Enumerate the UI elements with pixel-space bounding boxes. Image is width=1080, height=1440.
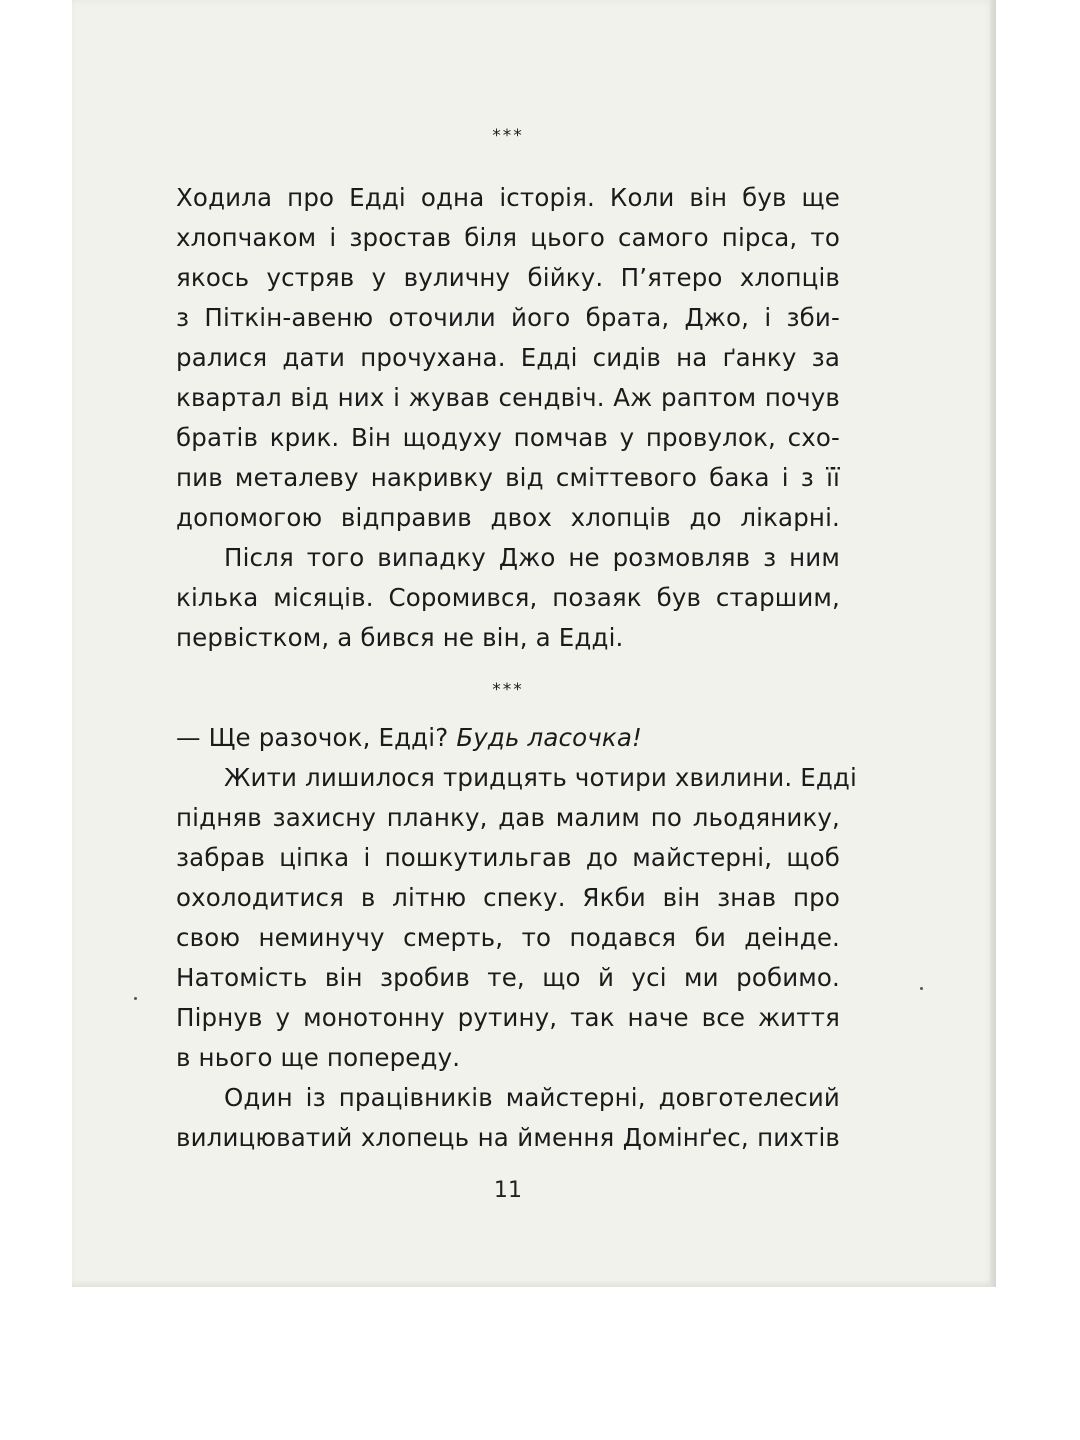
text-line: ралися дати прочухана. Едді сидів на ґанку за [176, 343, 840, 372]
text-line: з Піткін-авеню оточили його брата, Джо, і зби- [176, 303, 840, 332]
text-line: в нього ще попереду. [176, 1043, 461, 1072]
text-line: Натомість він зробив те, що й усі ми робимо. [176, 963, 840, 992]
text-line: квартал від них і жував сендвіч. Аж раптом почув [176, 383, 840, 412]
text-line: охолодитися в літню спеку. Якби він знав про [176, 883, 840, 912]
text-line: допомогою відправив двох хлопців до лікарні. [176, 503, 840, 532]
text-line: первістком, а бився не він, а Едді. [176, 623, 624, 652]
page-edge [990, 0, 996, 1287]
text-line: Після того випадку Джо не розмовляв з ним [224, 543, 840, 572]
text-line: братів крик. Він щодуху помчав у провулок, схо- [176, 423, 840, 452]
text-line: якось устряв у вуличну бійку. П’ятеро хлопців [176, 263, 840, 292]
book-page [72, 0, 996, 1287]
text-line: кілька місяців. Соромився, позаяк був старшим, [176, 583, 840, 612]
text-line: Пірнув у монотонну рутину, так наче все життя [176, 1003, 840, 1032]
text-line: підняв захисну планку, дав малим по льодянику, [176, 803, 840, 832]
text-line: Жити лишилося тридцять чотири хвилини. Едді [224, 763, 857, 792]
page-number: 11 [493, 1178, 523, 1203]
text-line: Один із працівників майстерні, довготелесий [224, 1083, 840, 1112]
dialogue-text: — Ще разочок, Едді? [176, 723, 457, 752]
section-separator: *** [492, 126, 524, 146]
section-separator: *** [492, 680, 524, 700]
text-line: свою неминучу смерть, то подався би деінде. [176, 923, 840, 952]
text-line: хлопчаком і зростав біля цього самого пірса, то [176, 223, 840, 252]
paper-speck [920, 987, 923, 990]
text-line: вилицюватий хлопець на ймення Домінґес, пихтів [176, 1123, 840, 1152]
paper-speck [134, 997, 137, 1000]
text-line: Ходила про Едді одна історія. Коли він був ще [176, 183, 840, 212]
text-line: пив металеву накривку від сміттевого бака і з її [176, 463, 840, 492]
text-line: забрав ціпка і пошкутильгав до майстерні, щоб [176, 843, 840, 872]
dialogue-italic-text: Будь ласочка! [456, 723, 642, 752]
dialogue-line [176, 718, 840, 758]
